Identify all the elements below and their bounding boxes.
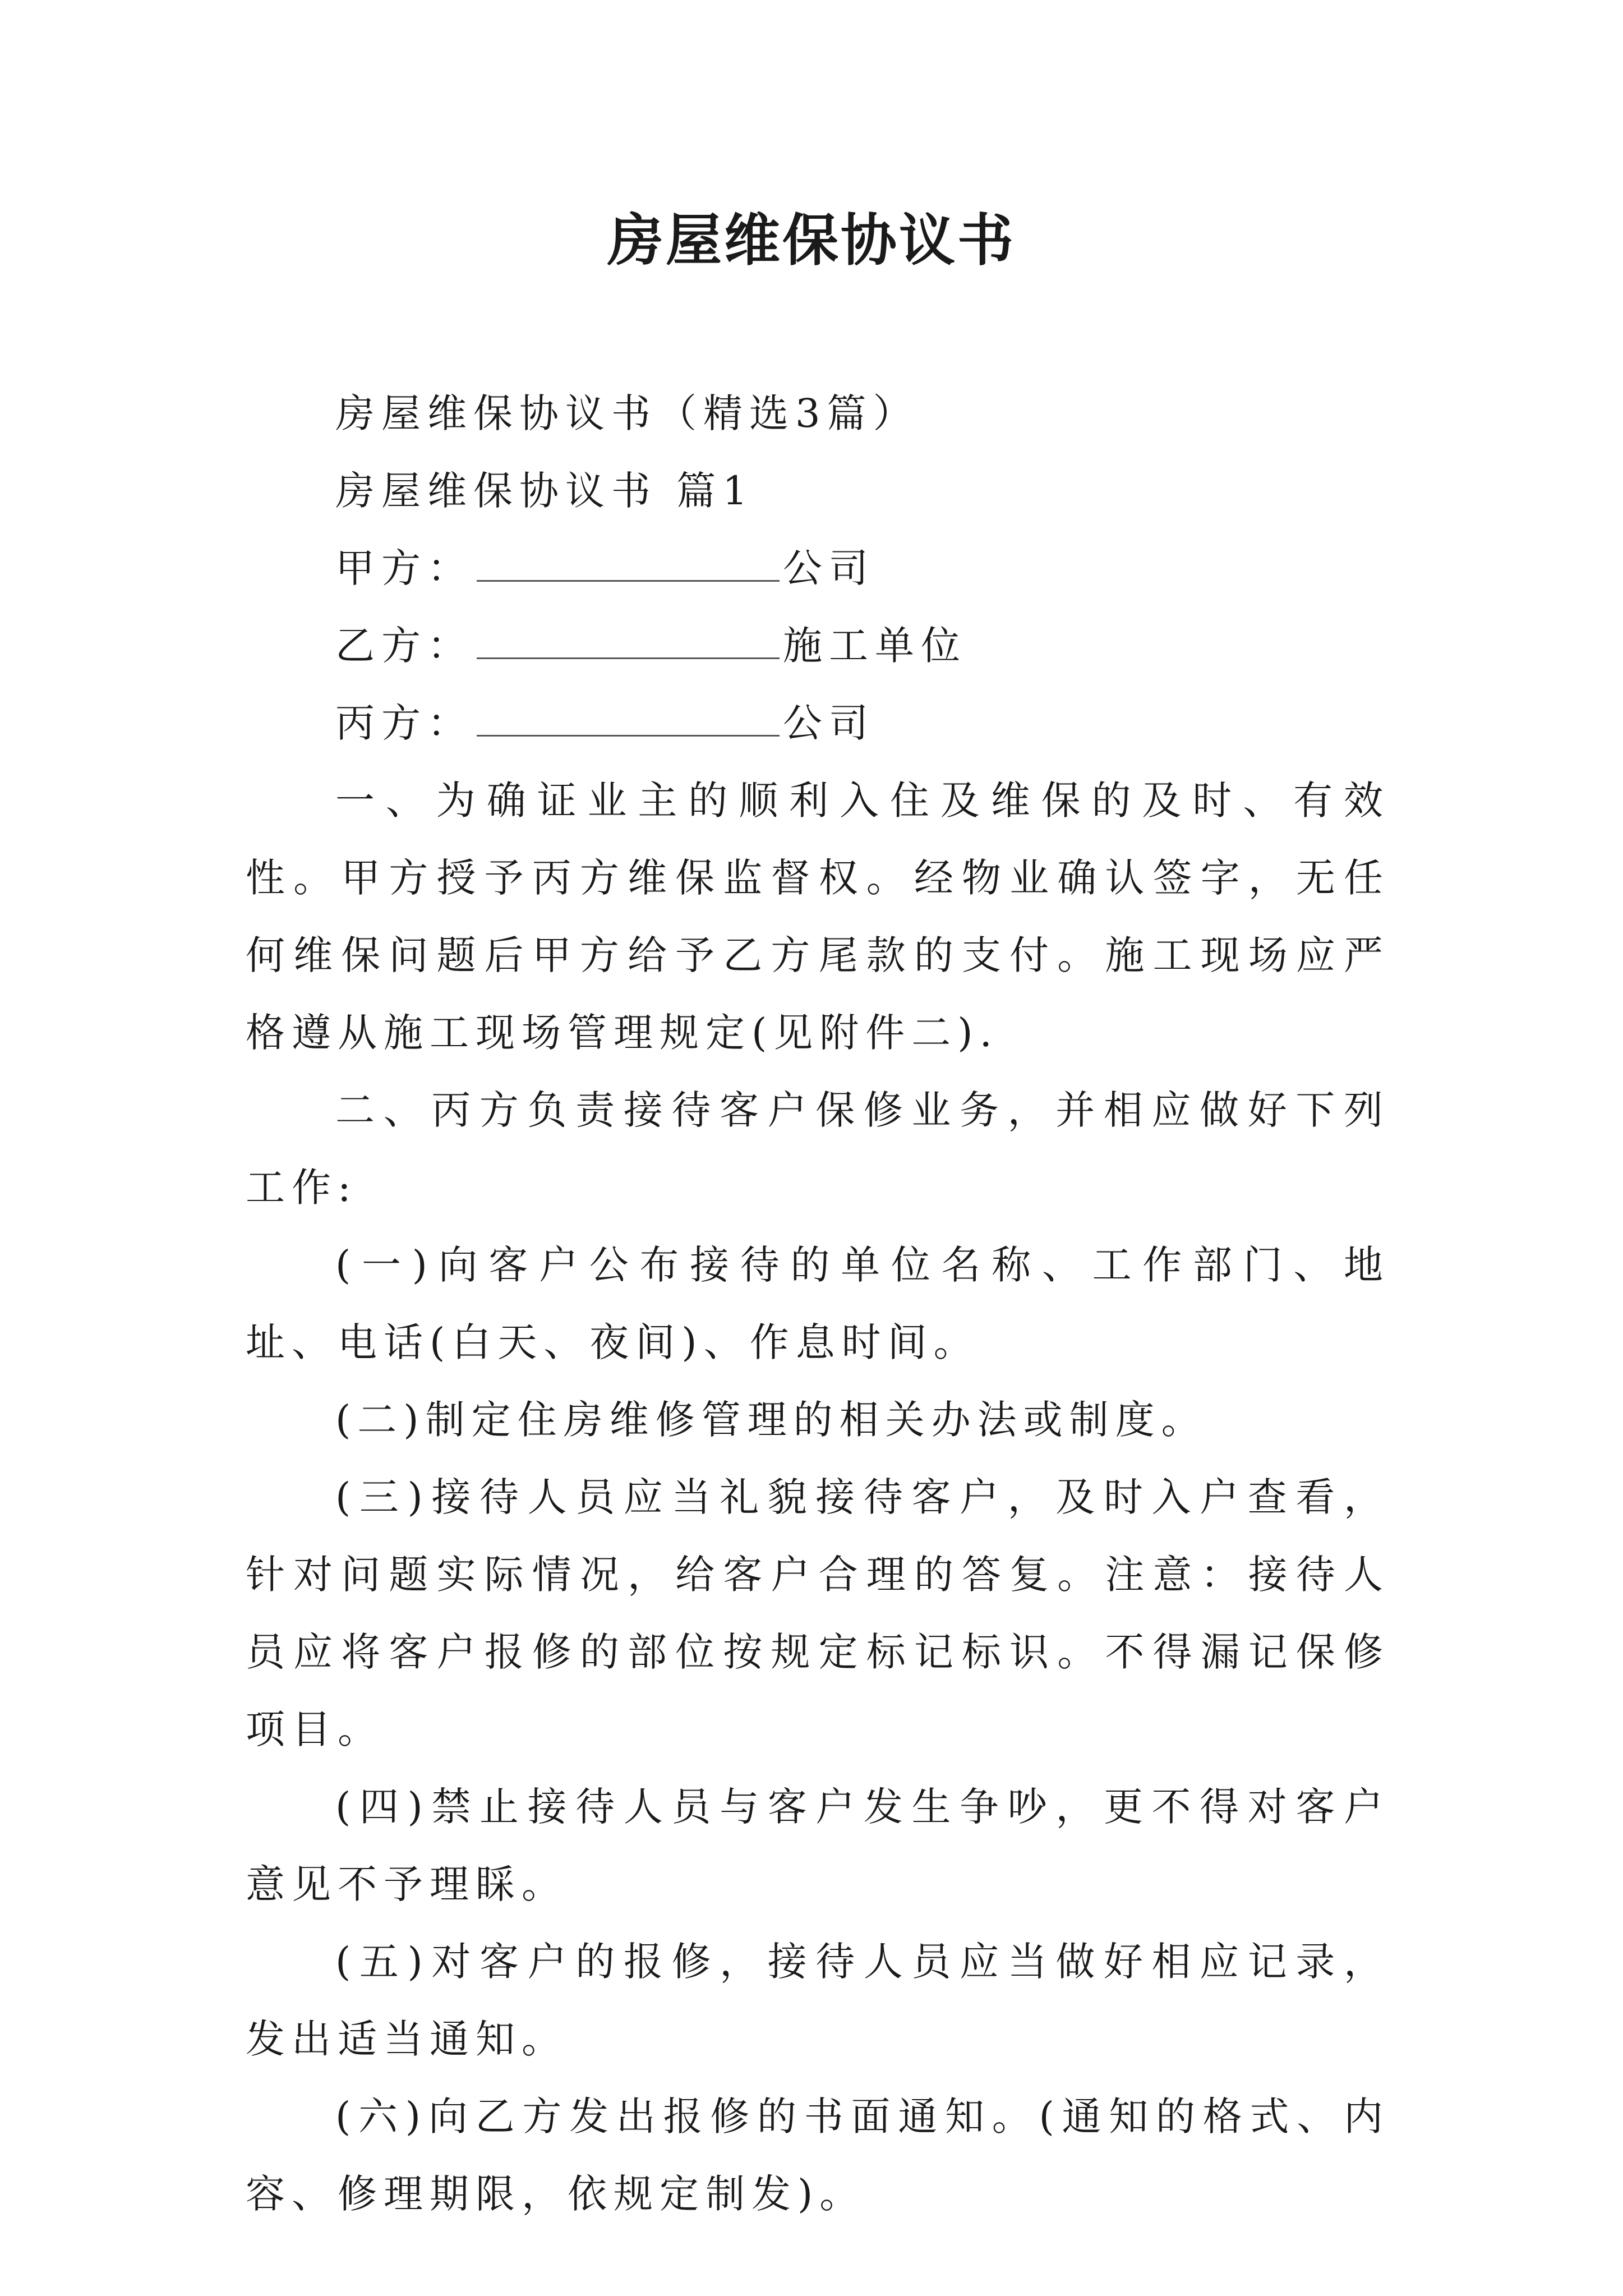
party-label: 乙方： bbox=[335, 623, 473, 669]
fill-in-blank bbox=[477, 700, 780, 737]
paragraph: (一)向客户公布接待的单位名称、工作部门、地址、电话(白天、夜间)、作息时间。 bbox=[246, 1242, 1390, 1365]
party-line-b bbox=[246, 607, 1390, 684]
document-body bbox=[246, 375, 1390, 2233]
paragraph: (二)制定住房维修管理的相关办法或制度。 bbox=[335, 1397, 1207, 1443]
fill-in-blank bbox=[477, 545, 780, 582]
party-label: 甲方： bbox=[335, 545, 473, 591]
paragraph: 一、为确证业主的顺利入住及维保的及时、有效性。甲方授予丙方维保监督权。经物业确认签字，无任何维保问题后甲方给予乙方尾款的支付。施工现场应严格遵从施工现场管理规定(见附件二). bbox=[246, 777, 1390, 1056]
party-suffix: 公司 bbox=[783, 700, 875, 746]
section-heading: 房屋维保协议书 篇1 bbox=[335, 468, 754, 514]
party-label: 丙方： bbox=[335, 700, 473, 746]
party-suffix: 施工单位 bbox=[783, 623, 967, 669]
paragraph: (六)向乙方发出报修的书面通知。(通知的格式、内容、修理期限，依规定制发)。 bbox=[246, 2093, 1390, 2217]
fill-in-blank bbox=[477, 623, 780, 659]
paragraph: (四)禁止接待人员与客户发生争吵，更不得对客户意见不予理睬。 bbox=[246, 1784, 1390, 1907]
paragraph: (三)接待人员应当礼貌接待客户，及时入户查看，针对问题实际情况，给客户合理的答复。注意：接待人员应将客户报修的部位按规定标记标识。不得漏记保修项目。 bbox=[246, 1474, 1390, 1752]
party-line-a bbox=[246, 530, 1390, 607]
document-title: 房屋维保协议书 bbox=[607, 207, 1016, 273]
paragraph: (五)对客户的报修，接待人员应当做好相应记录，发出适当通知。 bbox=[246, 1939, 1390, 2062]
document-subtitle: 房屋维保协议书（精选3篇） bbox=[335, 390, 919, 436]
party-suffix: 公司 bbox=[783, 545, 875, 591]
party-line-c bbox=[246, 684, 1390, 762]
paragraph: 二、丙方负责接待客户保修业务，并相应做好下列工作: bbox=[246, 1087, 1390, 1211]
